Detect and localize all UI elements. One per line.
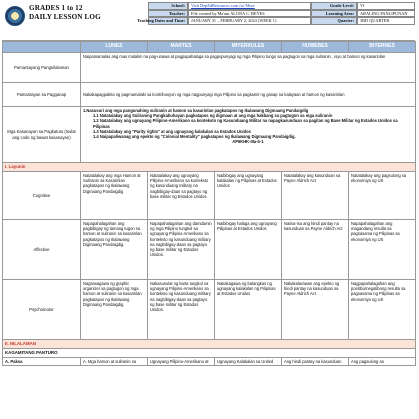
pamantayan-sa-pagganap-text: Nakakapagpakita ng pagmamalaki sa kontribusyon ng mga nagpunyagi mga Pilipino sa pagkamit ng ganap na kalayaan at hamon ng kasarinlan xyxy=(81,83,416,107)
teacher-label: Teacher: xyxy=(148,10,188,18)
affective-cell-lunes: Napapahalagahan ang pagbibigay ng tamang tugon sa hamon at suliranin sa kasarinlan pagkatapos ng Ikalawang Digmaang Pandaigdig. xyxy=(81,220,148,280)
cognitive-row xyxy=(3,172,416,220)
kagamitang-panturo-heading: KAGAMITANG PANTURO xyxy=(3,349,416,358)
psychomotor-cell-biyernes: Nagpapahalagahan ang positibo/negatibong resulta sa pagsasama ng Pilipinas sa ekonomiya ng US xyxy=(349,280,416,340)
pamantayang-pangnilalaman-row xyxy=(3,53,416,83)
nilalaman-heading: II. NILALAMAN xyxy=(3,340,416,349)
teaching-dates-label: Teaching Dates and Time: xyxy=(148,17,188,25)
affective-cell-martes: Napapahalagahan ang damdamin ng mga Pilipino tungkol sa ugnayang Pilipino-Amerikano sa konteksto ng kasunduang military na nagbibigay-daan sa pagtayo ng base militar ng Estados Unidos. xyxy=(148,220,215,280)
header-title-block xyxy=(2,2,148,40)
paksa-cell-miyerkules: Ugnayang Kalakalan sa United xyxy=(215,358,282,366)
paksa-cell-biyernes: Ang pagsulong sa xyxy=(349,358,416,366)
learning-area-label: Learning Area: xyxy=(311,10,357,18)
school-label: School: xyxy=(148,2,188,10)
paksa-row xyxy=(3,358,416,366)
cognitive-cell-lunes: Natatalakay ang mga Hamon at Suliranin sa Kasarinlan pagkatapos ng Ikalawang Digmaang Pandaigdig xyxy=(81,172,148,220)
kasanayan-line-3: 1.2 Natatalakay ang ugnayang Pilipino-Amerikano sa konteksto ng Kasunduang Militar na napagkasunduan sa pagitan ng Base Militar ng Estados Unidos sa Pilipinas xyxy=(93,118,398,129)
pamantayan-sa-pagganap-row xyxy=(3,83,416,107)
header-info-grid xyxy=(137,2,415,40)
layunin-row xyxy=(3,163,416,172)
title-dll: DAILY LESSON LOG xyxy=(29,13,101,21)
kasanayan-line-4: 1.3 Natatalakay ang "Parity rights" at ang ugnayang kalakalan sa Estados Unidos xyxy=(93,128,251,134)
paksa-label: A. Paksa xyxy=(3,358,81,366)
kasanayan-line-5: 1.4 Naipapaliwanag ang epekto ng "Colonial Mentality" pagkatapos ng Ikalawang Digmaang Pandaigdig. xyxy=(93,134,296,140)
grade-level-label: Grade Level: xyxy=(311,2,357,10)
kagamitang-panturo-row xyxy=(3,349,416,358)
teacher-value: File created by Ma'am ALONA C. REYES xyxy=(188,10,311,18)
psychomotor-label: Psychomotor xyxy=(3,280,81,340)
day-miyerkules: MIYERKULES xyxy=(215,42,282,53)
psychomotor-cell-martes: Nakasusulat ng karta tungkol sa ugnayang Pilipino-Amerikano sa konteksto ng kasunduang military na nagbibigay-daan sa pagtayo ng base militar ng Estados Unidos. xyxy=(148,280,215,340)
lesson-log-table xyxy=(2,41,416,366)
grade-level-value: VI xyxy=(357,2,415,10)
cognitive-cell-huwebes: Natatalakay ang kasunduan sa Payne Aldrich Act xyxy=(282,172,349,220)
day-header-row xyxy=(3,42,416,53)
paksa-cell-huwebes: Ang hindi pantay na kasunduan xyxy=(282,358,349,366)
day-huwebes: HUWEBES xyxy=(282,42,349,53)
teaching-dates-value: JANUARY 31 – FEBRUARY 2, 2024 (WEEK 1) xyxy=(188,17,311,25)
pamantayang-pangnilalaman-label: Pamantayang Pangnilalaman xyxy=(3,53,81,83)
learning-area-value: ARALING PANLIPUNAN xyxy=(357,10,415,18)
pamantayang-pangnilalaman-text: Naipamamalas ang mas malalim na pag-unawa at pagpapahalaga sa pagpupunyagi ng mga Pilipino tungo sa pagtugon sa mga suliranin , isyu at hamon ng kasarinlan xyxy=(81,53,416,83)
affective-label: Affective xyxy=(3,220,81,280)
kasanayan-code: AP6KHK-IIIa-b-1 xyxy=(232,139,264,145)
layunin-heading: I. Layunin xyxy=(3,163,416,172)
cognitive-label: Cognitive xyxy=(3,172,81,220)
pamantayan-sa-pagganap-label: Pamantayan sa Pagganap xyxy=(3,83,81,107)
lesson-log-page xyxy=(2,2,415,366)
psychomotor-row xyxy=(3,280,416,340)
title-grades: GRADES 1 to 12 xyxy=(29,4,83,12)
day-lunes: LUNES xyxy=(81,42,148,53)
nilalaman-row xyxy=(3,340,416,349)
day-biyernes: BIYERNES xyxy=(349,42,416,53)
document-header xyxy=(2,2,415,41)
school-value[interactable] xyxy=(188,2,311,10)
psychomotor-cell-miyerkules: Nakakagawa ng balangkas ng ugnayang kalakalan ng Pilipinas at Estados Unidos xyxy=(215,280,282,340)
day-header-blank xyxy=(3,42,81,53)
psychomotor-cell-huwebes: Nakakalarawan ang epekto ng hindi pantay na kasunduan sa Payne Aldrich Act xyxy=(282,280,349,340)
day-martes: MARTES xyxy=(148,42,215,53)
affective-cell-huwebes: Naiisa-isa ang hindi pantay na kasunduan sa Payne Aldrich Act xyxy=(282,220,349,280)
psychomotor-cell-lunes: Nagsasagawa ng graphic organizer sa pagtugon ng mga hamon at suliranin sa kasarinlan pagkatapos ng Ikalawang Digmaang Pandaigdig. xyxy=(81,280,148,340)
quarter-label: Quarter: xyxy=(311,17,357,25)
cognitive-cell-biyernes: Natatalakay ang pagsulong sa ekonomiya ng US xyxy=(349,172,416,220)
deped-seal-icon xyxy=(5,6,25,26)
kasanayan-text xyxy=(81,107,416,163)
kasanayan-label: Mga Kasanayan sa Pagkatuto (Isulat ang code ng bawat kasanayan) xyxy=(3,107,81,163)
kasanayan-row xyxy=(3,107,416,163)
affective-cell-biyernes: Napapahalagahan ang magandang resulta sa pagsasama ng Pilipinas sa ekonomiya ng US xyxy=(349,220,416,280)
kasanayan-line-2: 1.1 Natatalakay ang Suliraning Pangkabuhayan pagkatapos ng digmaan at ang mga hakbang sa pagtugon sa mga suliranin xyxy=(93,113,333,119)
kasanayan-line-1: 1.Nasusuri ang mga pangunahing suliranin at hamon sa kasarinlan pagkatapos ng Ikalawang Digmaang Pandaigdig xyxy=(83,108,309,113)
affective-cell-miyerkules: Naibibigay halaga ang ugnayang Pilipinas at Estados Unidos xyxy=(215,220,282,280)
paksa-cell-martes: Ugnayang Pilipino-Amerikano at xyxy=(148,358,215,366)
cognitive-cell-miyerkules: Naibibigay ang ugnayang kalakalan ng Pilipinas at Estados Unidos xyxy=(215,172,282,220)
quarter-value: 3RD QUARTER xyxy=(357,17,415,25)
paksa-cell-lunes: A. Mga hamon at suliranin sa xyxy=(81,358,148,366)
affective-row xyxy=(3,220,416,280)
cognitive-cell-martes: Natatalakay ang ugnayang Pilipino-Amerikano sa konteksto ng kasunduang military na nagbibigay-daan sa pagtayo ng base militar ng Estados Unidos. xyxy=(148,172,215,220)
school-link[interactable]: Visit DepEdResources.com for More xyxy=(191,3,255,9)
